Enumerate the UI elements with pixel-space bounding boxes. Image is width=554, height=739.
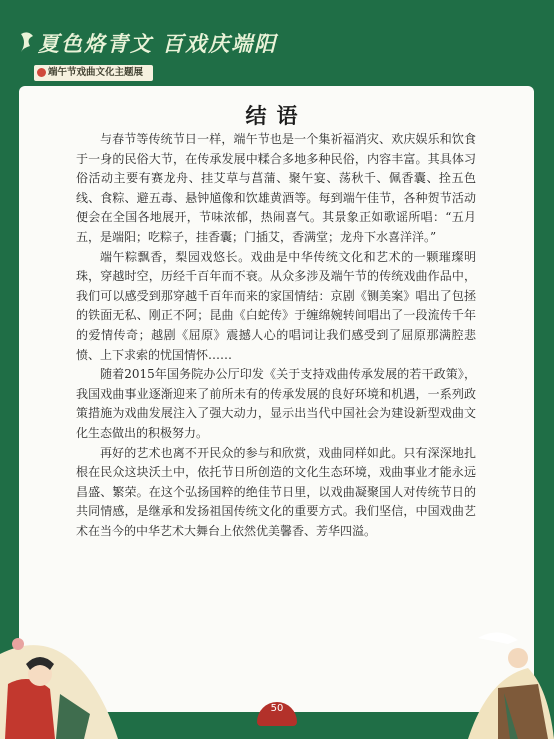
- page-number: 50: [257, 702, 297, 726]
- body-text: [76, 130, 476, 541]
- paragraph: 随着2015年国务院办公厅印发《关于支持戏曲传承发展的若干政策》，我国戏曲事业逐渐迎来了前所未有的传承发展的良好环境和机遇，一系列政策措施为戏曲发展注入了强大动力，显示出当代中国社会为建设新型戏曲文化生态做出的积极努力。: [76, 367, 476, 440]
- exhibition-subtitle: 端午节戏曲文化主题展: [48, 67, 144, 78]
- paragraph: 端午粽飘香，梨园戏悠长。戏曲是中华传统文化和艺术的一颗璀璨明珠，穿越时空，历经千百年而不衰。从众多涉及端午节的传统戏曲作品中，我们可以感受到那穿越千百年而来的家国情结：京剧《铡美案》唱出了包拯的铁面无私、刚正不阿；昆曲《白蛇传》于缠绵婉转间唱出了一段流传千年的爱情传奇；越剧《屈原》震撼人心的唱词让我们感受到了屈原那满腔悲愤、上下求索的忧国情怀……: [76, 249, 476, 362]
- paragraph: 与春节等传统节日一样，端午节也是一个集祈福消灾、欢庆娱乐和饮食于一身的民俗大节，在传承发展中糅合多地多种民俗，内容丰富。其具体习俗活动主要有赛龙舟、挂艾草与菖蒲、聚午宴、荡秋千、佩香囊、拴五色线、食粽、避五毒、悬钟馗像和饮雄黄酒等。每到端午佳节，各种贺节活动便会在全国各地展开，节味浓郁，热闹喜气。其景象正如歌谣所唱：“五月五，是端阳；吃粽子，挂香囊；门插艾，香满堂；龙舟下水喜洋洋。”: [76, 132, 476, 244]
- paragraph: 再好的艺术也离不开民众的参与和欣赏，戏曲同样如此。只有深深地扎根在民众这块沃土中，依托节日所创造的文化生态环境，戏曲事业才能永远昌盛、繁荣。在这个弘扬国粹的绝佳节日里，以戏曲凝聚国人对传统节日的共同情感，是继承和发扬祖国传统文化的重要方式。我们坚信，中国戏曲艺术在当今的中华艺术大舞台上依然优美馨香、芳华四溢。: [76, 445, 476, 538]
- poet-crane-illustration: [458, 618, 554, 739]
- exhibition-subtitle-tag: [34, 65, 153, 81]
- banner-title: 夏色烙青文 百戏庆端阳: [38, 31, 278, 56]
- red-seal-icon: [37, 68, 46, 77]
- page-title: 结语: [245, 103, 308, 128]
- dragon-boat-logo-icon: [18, 30, 38, 54]
- opera-figure-illustration: [0, 614, 118, 739]
